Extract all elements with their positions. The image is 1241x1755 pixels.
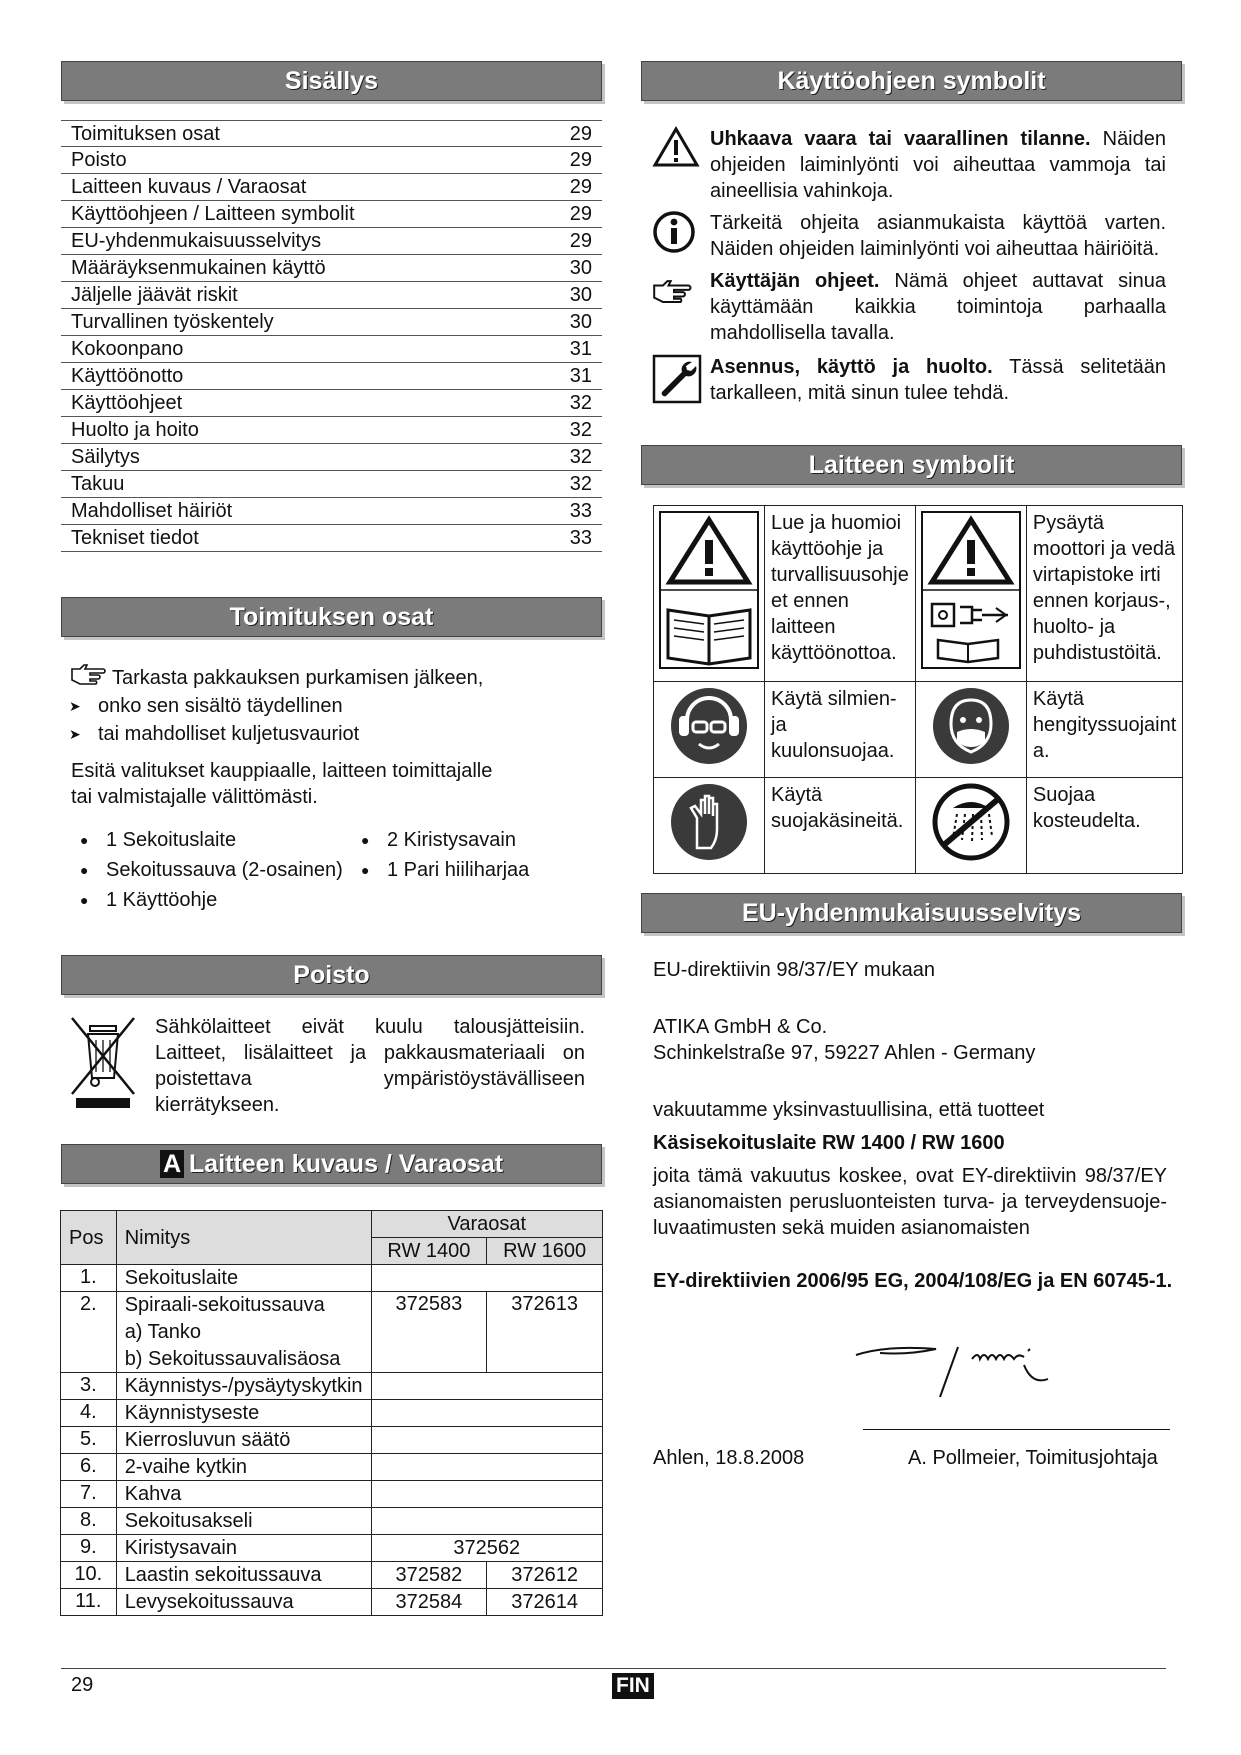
table-row <box>61 1562 603 1589</box>
manual-symbols-header: Käyttöohjeen symbolit <box>641 61 1182 101</box>
declaration-address: Schinkelstraße 97, 59227 Ahlen - Germany <box>653 1042 1036 1064</box>
table-row <box>61 1346 603 1373</box>
parts-pos <box>61 1346 117 1373</box>
parts-pos: 1. <box>61 1265 117 1292</box>
parts-name: b) Sekoitussauvalisäosa <box>116 1346 371 1373</box>
parts-spare-rw1600: 372613 <box>487 1292 603 1319</box>
pointing-hand-icon <box>70 663 112 692</box>
parts-pos: 3. <box>61 1373 117 1400</box>
symbol-assembly-text: Tässä selitetään tarkalleen, mitä sinun tulee tehdä. <box>710 356 1166 404</box>
parts-spare-rw1600 <box>487 1346 603 1373</box>
pointing-hand-icon <box>652 268 710 346</box>
declaration-header: EU-yhdenmukaisuusselvitys <box>641 893 1182 933</box>
bullet-icon: ● <box>80 832 89 848</box>
parts-spare-rw1400 <box>371 1346 487 1373</box>
toc-page: 30 <box>569 257 592 279</box>
toc-header: Sisällys <box>61 61 602 101</box>
parts-pos: 6. <box>61 1454 117 1481</box>
symbol-danger-bold: Uhkaava vaara tai vaarallinen tilanne. <box>710 128 1091 150</box>
parts-spare-rw1600: 372614 <box>487 1589 603 1616</box>
delivery-item-text: Sekoitussauva (2-osainen) <box>106 859 343 881</box>
read-manual-icons <box>654 506 765 682</box>
toc-row <box>61 498 602 525</box>
warning-triangle-icon <box>652 126 710 204</box>
table-row <box>61 1508 603 1535</box>
toc-label: Määräyksenmukainen käyttö <box>71 257 326 279</box>
table-row <box>61 1373 603 1400</box>
no-moisture-icon <box>915 778 1026 874</box>
table-row <box>61 1454 603 1481</box>
toc-row <box>61 390 602 417</box>
check-text: onko sen sisältö täydellinen <box>98 695 343 717</box>
delivery-checks <box>60 692 359 748</box>
toc-row <box>61 417 602 444</box>
toc-label: Toimituksen osat <box>71 123 220 145</box>
check-item <box>60 720 359 748</box>
parts-spare-empty <box>371 1454 602 1481</box>
toc-label: Laitteen kuvaus / Varaosat <box>71 176 307 198</box>
respirator-icon <box>915 682 1026 778</box>
delivery-item-text: 1 Käyttöohje <box>106 889 218 911</box>
bullet-icon: ● <box>80 862 89 878</box>
declaration-product: Käsisekoituslaite RW 1400 / RW 1600 <box>653 1132 1005 1154</box>
disposal-text: Sähkölaitteet eivät kuulu talousjätteisiin. Laitteet, lisälaitteet ja pakkausmateriaali on poistettava ympäristöystävälliseen kierrätykseen. <box>155 1016 585 1116</box>
parts-name: Kiristysavain <box>116 1535 371 1562</box>
parts-name: Kierrosluvun säätö <box>116 1427 371 1454</box>
toc-label: Turvallinen työskentely <box>71 311 274 333</box>
parts-head-rw1400: RW 1400 <box>371 1238 487 1265</box>
symbol-user-tips-text: Nämä ohjeet auttavat sinua käyttämään kaikkia toimintoja parhaalla mahdollisella tavalla. <box>710 270 1166 344</box>
delivery-intro-text: Tarkasta pakkauksen purkamisen jälkeen, <box>112 666 484 689</box>
toc-row <box>61 363 602 390</box>
toc-label: Jäljelle jäävät riskit <box>71 284 238 306</box>
delivery-item <box>341 855 529 885</box>
arrow-bullet-icon: ➤ <box>69 726 81 742</box>
device-symbol-read-manual-text: Lue ja huomioi käyttöohje ja turvallisuusohje et ennen laitteen käyttöönottoa. <box>765 506 916 682</box>
parts-head-spare: Varaosat <box>371 1211 602 1238</box>
parts-name: Sekoituslaite <box>116 1265 371 1292</box>
toc-row <box>61 309 602 336</box>
delivery-items-left <box>60 825 343 915</box>
parts-spare-rw1400: 372584 <box>371 1589 487 1616</box>
symbol-danger-text: Näiden ohjeiden laiminlyönti voi aiheuttaa vammoja tai aineellisia vahinkoja. <box>710 128 1166 202</box>
parts-table <box>60 1210 603 1616</box>
parts-spare-empty <box>371 1508 602 1535</box>
bullet-icon: ● <box>361 862 370 878</box>
table-row <box>61 1319 603 1346</box>
footer-rule <box>61 1668 1166 1669</box>
parts-spare-empty <box>371 1265 602 1292</box>
device-symbol-unplug-text: Pysäytä moottori ja vedä virtapistoke irti ennen korjaus-, huolto- ja puhdistustöitä. <box>1026 506 1182 682</box>
parts-spare-rw1600: 372612 <box>487 1562 603 1589</box>
toc-page: 32 <box>569 473 592 495</box>
toc-label: Huolto ja hoito <box>71 419 199 441</box>
signature <box>852 1335 1182 1422</box>
device-symbol-gloves-text: Käytä suojakäsineitä. <box>765 778 916 874</box>
delivery-item <box>341 825 529 855</box>
check-item <box>60 692 359 720</box>
weee-bin-icon <box>68 1012 138 1117</box>
delivery-item <box>60 855 343 885</box>
device-symbol-eye-ear-text: Käytä silmien- ja kuulonsuojaa. <box>765 682 916 778</box>
table-row <box>61 1427 603 1454</box>
check-text: tai mahdolliset kuljetusvauriot <box>98 723 360 745</box>
parts-spare-rw1400: 372582 <box>371 1562 487 1589</box>
toc-page: 32 <box>569 419 592 441</box>
symbol-info <box>652 210 1166 262</box>
parts-spare-empty <box>371 1427 602 1454</box>
delivery-items-right <box>341 825 529 885</box>
table-row <box>61 1400 603 1427</box>
toc-label: Poisto <box>71 149 127 171</box>
table-row <box>61 1292 603 1319</box>
eye-ear-protection-icon <box>654 682 765 778</box>
parts-pos: 10. <box>61 1562 117 1589</box>
symbol-assembly <box>652 354 1166 411</box>
table-row <box>61 1589 603 1616</box>
table-of-contents <box>61 120 602 552</box>
parts-name: Sekoitusakseli <box>116 1508 371 1535</box>
parts-pos: 7. <box>61 1481 117 1508</box>
device-symbols-header: Laitteen symbolit <box>641 445 1182 485</box>
toc-label: Käyttöohjeet <box>71 392 183 414</box>
parts-spare-rw1400 <box>371 1319 487 1346</box>
declaration-directive: EU-direktiivin 98/37/EY mukaan <box>653 959 935 981</box>
toc-label: Säilytys <box>71 446 140 468</box>
bullet-icon: ● <box>361 832 370 848</box>
toc-page: 32 <box>569 392 592 414</box>
toc-row <box>61 255 602 282</box>
parts-spare-empty <box>371 1373 602 1400</box>
parts-name: Käynnistyseste <box>116 1400 371 1427</box>
toc-label: EU-yhdenmukaisuusselvitys <box>71 230 322 252</box>
symbol-danger <box>652 126 1166 204</box>
parts-spare-empty <box>371 1400 602 1427</box>
parts-pos: 2. <box>61 1292 117 1319</box>
delivery-item <box>60 825 343 855</box>
delivery-intro <box>70 663 483 692</box>
device-symbol-moisture-text: Suojaa kosteudelta. <box>1026 778 1182 874</box>
toc-label: Kokoonpano <box>71 338 184 360</box>
toc-row <box>61 525 602 552</box>
language-badge: FIN <box>612 1673 654 1699</box>
signature-line <box>863 1429 1170 1430</box>
parts-name: Käynnistys-/pysäytyskytkin <box>116 1373 371 1400</box>
device-symbols-grid <box>653 505 1183 874</box>
declaration-body: joita tämä vakuutus koskee, ovat EY-direktiivin 98/37/EY asianomaisten perusluonteisten turva- ja terveydensuoje-luvaatimusten sekä muiden asianomaisten <box>653 1165 1167 1239</box>
page-number: 29 <box>71 1674 94 1696</box>
toc-label: Takuu <box>71 473 125 495</box>
toc-row <box>61 228 602 255</box>
toc-page: 33 <box>569 500 592 522</box>
toc-page: 29 <box>569 176 592 198</box>
declaration-company: ATIKA GmbH & Co. <box>653 1016 828 1038</box>
parts-head-name: Nimitys <box>116 1211 371 1265</box>
bullet-icon: ● <box>80 892 89 908</box>
toc-label: Tekniset tiedot <box>71 527 199 549</box>
delivery-item-text: 2 Kiristysavain <box>387 829 516 851</box>
parts-spare-empty <box>371 1481 602 1508</box>
toc-page: 33 <box>569 527 592 549</box>
toc-label: Mahdolliset häiriöt <box>71 500 233 522</box>
parts-name: Levysekoitussauva <box>116 1589 371 1616</box>
toc-page: 29 <box>569 123 592 145</box>
toc-page: 30 <box>569 284 592 306</box>
delivery-note: Esitä valitukset kauppiaalle, laitteen toimittajalle tai valmistajalle välittömästi. <box>71 760 493 808</box>
table-row <box>61 1535 603 1562</box>
symbol-user-tips <box>652 268 1166 346</box>
wrench-icon <box>652 354 710 411</box>
table-row <box>61 1265 603 1292</box>
parts-title-letter: A <box>160 1150 184 1178</box>
toc-page: 29 <box>569 149 592 171</box>
parts-head-rw1600: RW 1600 <box>487 1238 603 1265</box>
parts-pos: 4. <box>61 1400 117 1427</box>
toc-row <box>61 471 602 498</box>
disposal-header: Poisto <box>61 955 602 995</box>
declaration-assure: vakuutamme yksinvastuullisina, että tuotteet <box>653 1099 1045 1121</box>
parts-spare-rw1600 <box>487 1319 603 1346</box>
symbol-user-tips-bold: Käyttäjän ohjeet. <box>710 270 880 292</box>
parts-name: 2-vaihe kytkin <box>116 1454 371 1481</box>
toc-row <box>61 201 602 228</box>
toc-page: 31 <box>569 365 592 387</box>
delivery-item-text: 1 Pari hiiliharjaa <box>387 859 530 881</box>
symbol-info-text: Tärkeitä ohjeita asianmukaista käyttöä varten. Näiden ohjeiden laiminlyönti voi aiheuttaa häiriöitä. <box>710 212 1166 260</box>
toc-row <box>61 336 602 363</box>
parts-spare-rw1400: 372583 <box>371 1292 487 1319</box>
toc-label: Käyttöohjeen / Laitteen symbolit <box>71 203 355 225</box>
toc-page: 31 <box>569 338 592 360</box>
toc-label: Käyttöönotto <box>71 365 184 387</box>
toc-row <box>61 282 602 309</box>
declaration-signer: A. Pollmeier, Toimitusjohtaja <box>908 1447 1158 1469</box>
parts-name: a) Tanko <box>116 1319 371 1346</box>
toc-page: 32 <box>569 446 592 468</box>
toc-page: 29 <box>569 230 592 252</box>
toc-page: 30 <box>569 311 592 333</box>
symbol-assembly-bold: Asennus, käyttö ja huolto. <box>710 356 993 378</box>
parts-name: Kahva <box>116 1481 371 1508</box>
parts-pos: 9. <box>61 1535 117 1562</box>
toc-row <box>61 147 602 174</box>
gloves-icon <box>654 778 765 874</box>
toc-row <box>61 444 602 471</box>
parts-header <box>61 1144 602 1184</box>
info-icon <box>652 210 710 262</box>
unplug-icons <box>915 506 1026 682</box>
declaration-standards: EY-direktiivien 2006/95 EG, 2004/108/EG ja EN 60745-1. <box>653 1270 1173 1292</box>
toc-row <box>61 120 602 147</box>
delivery-header: Toimituksen osat <box>61 597 602 637</box>
delivery-item-text: 1 Sekoituslaite <box>106 829 237 851</box>
arrow-bullet-icon: ➤ <box>69 698 81 714</box>
declaration-place-date: Ahlen, 18.8.2008 <box>653 1447 805 1469</box>
parts-spare-both: 372562 <box>371 1535 602 1562</box>
parts-pos: 11. <box>61 1589 117 1616</box>
delivery-item <box>60 885 343 915</box>
parts-name: Spiraali-sekoitussauva <box>116 1292 371 1319</box>
table-row <box>61 1481 603 1508</box>
toc-page: 29 <box>569 203 592 225</box>
parts-pos <box>61 1319 117 1346</box>
parts-name: Laastin sekoitussauva <box>116 1562 371 1589</box>
parts-pos: 5. <box>61 1427 117 1454</box>
parts-head-pos: Pos <box>61 1211 117 1265</box>
parts-title: Laitteen kuvaus / Varaosat <box>189 1150 504 1178</box>
parts-pos: 8. <box>61 1508 117 1535</box>
toc-row <box>61 174 602 201</box>
device-symbol-respirator-text: Käytä hengityssuojaint a. <box>1026 682 1182 778</box>
